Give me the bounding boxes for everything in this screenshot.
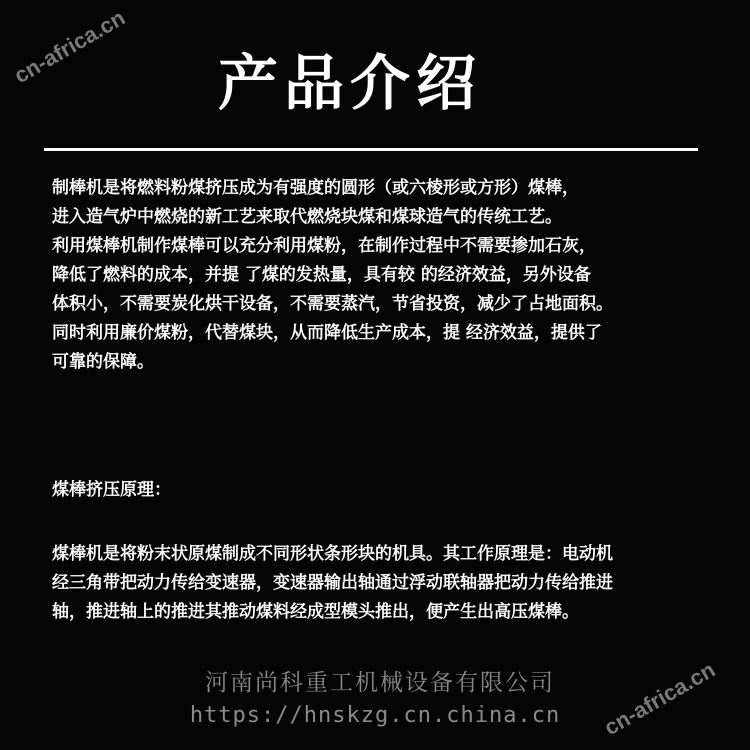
principle-line: 经三角带把动力传给变速器，变速器输出轴通过浮动联轴器把动力传给推进 (52, 573, 613, 593)
company-name: 河南尚科重工机械设备有限公司 (205, 670, 555, 696)
watermark-bottom: cn-africa.cn (599, 656, 720, 741)
principle-line: 轴，推进轴上的推进其推动煤料经成型模头推出，便产生出高压煤棒。 (52, 602, 579, 622)
intro-line: 可靠的保障。 (52, 352, 154, 372)
intro-line: 同时利用廉价煤粉，代替煤块，从而降低生产成本，提 经济效益，提供了 (52, 323, 602, 343)
intro-paragraph (52, 174, 712, 377)
title-divider (44, 148, 698, 151)
intro-line: 制棒机是将燃料粉煤挤压成为有强度的圆形（或六棱形或方形）煤棒， (52, 178, 579, 198)
principle-heading: 煤棒挤压原理： (52, 480, 171, 500)
company-url[interactable]: https://hnskzg.cn.china.cn (189, 703, 561, 728)
intro-line: 体积小，不需要炭化烘干设备，不需要蒸汽，节省投资，减少了占地面积。 (52, 294, 613, 314)
page-title: 产品介绍 (218, 49, 482, 119)
intro-line: 利用煤棒机制作煤棒可以充分利用煤粉，在制作过程中不需要掺加石灰， (52, 236, 596, 256)
principle-paragraph (52, 540, 712, 627)
principle-line: 煤棒机是将粉末状原煤制成不同形状条形块的机具。其工作原理是：电动机 (52, 544, 613, 564)
intro-line: 进入造气炉中燃烧的新工艺来取代燃烧块煤和煤球造气的传统工艺。 (52, 207, 562, 227)
intro-line: 降低了燃料的成本，并提 了煤的发热量，具有较 的经济效益，另外设备 (52, 265, 591, 285)
watermark-top: cn-africa.cn (9, 4, 130, 89)
